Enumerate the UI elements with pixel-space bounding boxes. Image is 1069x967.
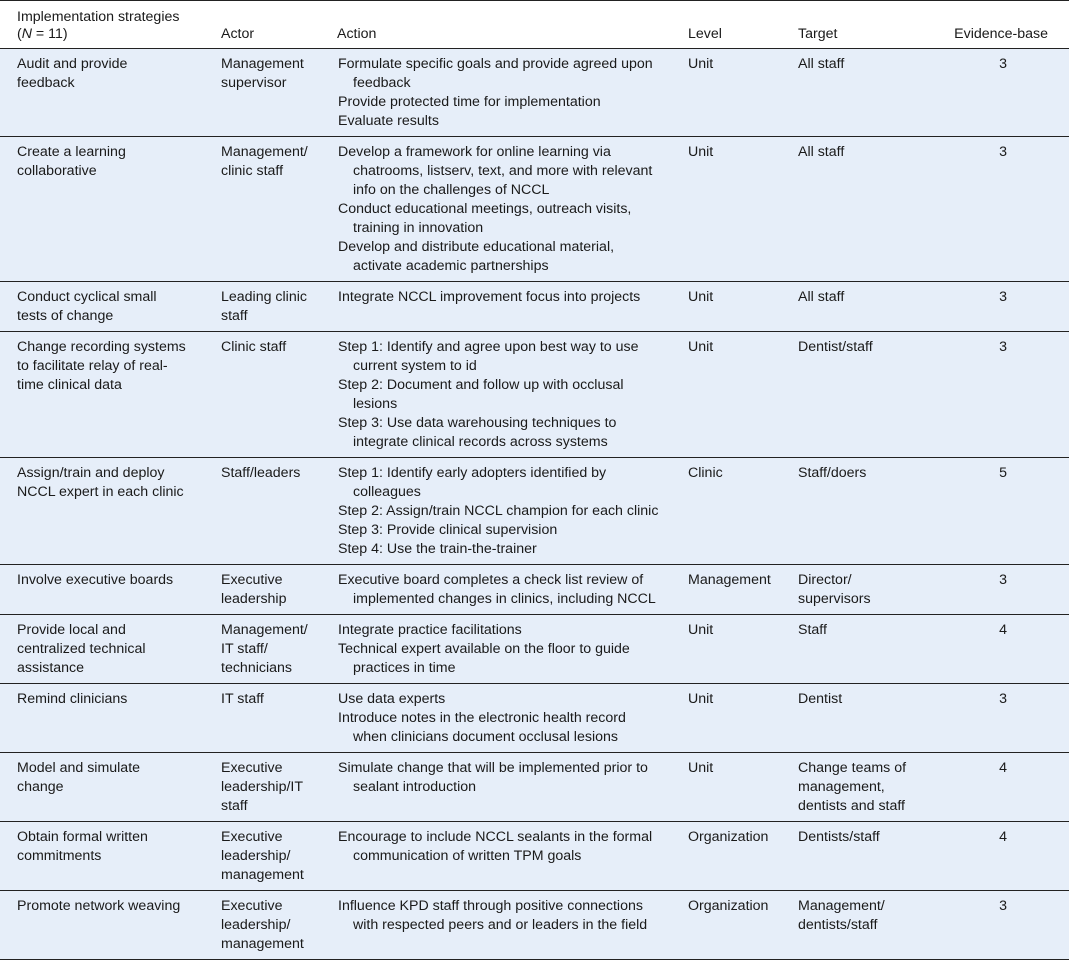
header-action: Action <box>321 1 671 49</box>
level-cell: Unit <box>671 137 781 282</box>
level-cell: Unit <box>671 753 781 822</box>
actor-text-line: supervisor <box>221 75 287 91</box>
strategy-text-line: assistance <box>17 660 85 676</box>
actor-cell <box>204 615 321 684</box>
action-item: Step 3: Use data warehousing techniques to integrate clinical records across systems <box>338 415 617 450</box>
action-item: Evaluate results <box>338 113 439 129</box>
actor-text-line: staff <box>221 798 248 814</box>
strategy-cell <box>0 458 204 565</box>
strategy-text-line: Provide local and <box>17 622 126 638</box>
actor-text-line: IT staff/ <box>221 641 268 657</box>
strategy-cell <box>0 137 204 282</box>
target-text-line: Staff/doers <box>798 465 867 481</box>
target-text-line: Change teams of <box>798 760 907 776</box>
action-item: Integrate practice facilitations <box>338 622 522 638</box>
strategy-text-line: Change recording systems <box>17 339 186 355</box>
action-cell <box>321 822 671 891</box>
level-cell: Unit <box>671 49 781 137</box>
target-cell <box>781 332 931 458</box>
header-actor: Actor <box>204 1 321 49</box>
level-cell: Unit <box>671 615 781 684</box>
header-target: Target <box>781 1 931 49</box>
level-cell: Unit <box>671 332 781 458</box>
actor-cell <box>204 458 321 565</box>
actor-cell <box>204 684 321 753</box>
table-row <box>0 684 1069 753</box>
strategy-text-line: change <box>17 779 64 795</box>
action-item: Step 3: Provide clinical supervision <box>338 522 558 538</box>
table-row <box>0 282 1069 332</box>
header-strategies-line2 <box>17 26 196 43</box>
strategy-text-line: to facilitate relay of real- <box>17 358 168 374</box>
level-cell: Organization <box>671 822 781 891</box>
actor-text-line: clinic staff <box>221 163 284 179</box>
strategy-cell <box>0 565 204 615</box>
target-cell <box>781 49 931 137</box>
actor-text-line: leadership/IT <box>221 779 304 795</box>
target-text-line: supervisors <box>798 591 871 607</box>
evidence-cell: 4 <box>931 753 1069 822</box>
level-cell: Clinic <box>671 458 781 565</box>
table-row <box>0 615 1069 684</box>
table-header <box>0 1 1069 49</box>
action-item: Executive board completes a check list review of implemented changes in clinics, including NCCL <box>338 572 656 607</box>
evidence-cell: 3 <box>931 49 1069 137</box>
action-item: Simulate change that will be implemented prior to sealant introduction <box>338 760 648 795</box>
strategy-cell <box>0 822 204 891</box>
strategy-text-line: Audit and provide <box>17 56 128 72</box>
action-cell <box>321 891 671 960</box>
target-text-line: Dentist/staff <box>798 339 873 355</box>
action-item: Influence KPD staff through positive connections with respected peers and or leaders in the field <box>338 898 648 933</box>
target-cell <box>781 822 931 891</box>
action-item: Formulate specific goals and provide agreed upon feedback <box>338 56 653 91</box>
strategy-text-line: NCCL expert in each clinic <box>17 484 184 500</box>
strategy-text-line: Obtain formal written <box>17 829 148 845</box>
target-cell <box>781 137 931 282</box>
actor-text-line: Executive <box>221 829 283 845</box>
header-level: Level <box>671 1 781 49</box>
action-item: Introduce notes in the electronic health record when clinicians document occlusal lesions <box>338 710 626 745</box>
action-item: Develop and distribute educational material, activate academic partnerships <box>338 239 615 274</box>
strategy-cell <box>0 615 204 684</box>
table-row <box>0 891 1069 960</box>
actor-text-line: leadership <box>221 591 287 607</box>
strategy-text-line: centralized technical <box>17 641 146 657</box>
action-item: Provide protected time for implementation <box>338 94 601 110</box>
action-cell <box>321 684 671 753</box>
evidence-cell: 3 <box>931 891 1069 960</box>
strategy-text-line: Create a learning <box>17 144 126 160</box>
strategy-cell <box>0 753 204 822</box>
target-cell <box>781 615 931 684</box>
action-cell <box>321 753 671 822</box>
actor-cell <box>204 282 321 332</box>
table-row <box>0 49 1069 137</box>
strategy-text-line: collaborative <box>17 163 97 179</box>
target-text-line: All staff <box>798 289 845 305</box>
target-text-line: dentists/staff <box>798 917 878 933</box>
table-row <box>0 458 1069 565</box>
strategy-text-line: commitments <box>17 848 102 864</box>
target-cell <box>781 684 931 753</box>
action-cell <box>321 615 671 684</box>
action-item: Technical expert available on the floor to guide practices in time <box>338 641 630 676</box>
actor-cell <box>204 49 321 137</box>
actor-text-line: staff <box>221 308 248 324</box>
strategy-text-line: Involve executive boards <box>17 572 174 588</box>
strategy-text-line: feedback <box>17 75 75 91</box>
actor-text-line: Management/ <box>221 144 308 160</box>
header-evidence: Evidence-base <box>931 1 1069 49</box>
target-text-line: management, <box>798 779 885 795</box>
evidence-cell: 4 <box>931 615 1069 684</box>
action-item: Integrate NCCL improvement focus into projects <box>338 289 641 305</box>
actor-cell <box>204 891 321 960</box>
header-strategies-paren: ( <box>17 26 22 42</box>
actor-cell <box>204 565 321 615</box>
strategy-cell <box>0 684 204 753</box>
action-cell <box>321 458 671 565</box>
header-strategies-n: N <box>21 26 32 42</box>
actor-text-line: leadership/ <box>221 917 291 933</box>
actor-cell <box>204 332 321 458</box>
actor-text-line: Leading clinic <box>221 289 307 305</box>
action-cell <box>321 565 671 615</box>
action-item: Conduct educational meetings, outreach visits, training in innovation <box>338 201 632 236</box>
action-item: Use data experts <box>338 691 446 707</box>
action-item: Step 4: Use the train-the-trainer <box>338 541 537 557</box>
evidence-cell: 3 <box>931 565 1069 615</box>
actor-text-line: Clinic staff <box>221 339 287 355</box>
action-item: Develop a framework for online learning via chatrooms, listserv, text, and more with relevant info on the challenges of NCCL <box>338 144 653 198</box>
action-item: Step 1: Identify early adopters identified by colleagues <box>338 465 607 500</box>
action-cell <box>321 49 671 137</box>
header-row <box>0 1 1069 49</box>
strategy-cell <box>0 49 204 137</box>
action-cell <box>321 137 671 282</box>
target-cell <box>781 458 931 565</box>
actor-text-line: IT staff <box>221 691 264 707</box>
evidence-cell: 3 <box>931 332 1069 458</box>
action-cell <box>321 282 671 332</box>
strategy-text-line: time clinical data <box>17 377 122 393</box>
level-cell: Management <box>671 565 781 615</box>
level-cell: Organization <box>671 891 781 960</box>
action-item: Step 1: Identify and agree upon best way to use current system to id <box>338 339 639 374</box>
action-item: Step 2: Assign/train NCCL champion for each clinic <box>338 503 659 519</box>
target-text-line: Staff <box>798 622 827 638</box>
actor-text-line: Executive <box>221 760 283 776</box>
actor-text-line: technicians <box>221 660 292 676</box>
table-row <box>0 753 1069 822</box>
target-text-line: Management/ <box>798 898 885 914</box>
target-text-line: Dentist <box>798 691 843 707</box>
target-text-line: All staff <box>798 56 845 72</box>
evidence-cell: 3 <box>931 684 1069 753</box>
actor-cell <box>204 753 321 822</box>
table-row <box>0 332 1069 458</box>
table-body <box>0 49 1069 960</box>
target-text-line: All staff <box>798 144 845 160</box>
actor-text-line: Executive <box>221 572 283 588</box>
level-cell: Unit <box>671 282 781 332</box>
strategy-text-line: Promote network weaving <box>17 898 181 914</box>
evidence-cell: 5 <box>931 458 1069 565</box>
action-item: Step 2: Document and follow up with occlusal lesions <box>338 377 624 412</box>
evidence-cell: 4 <box>931 822 1069 891</box>
target-text-line: Director/ <box>798 572 852 588</box>
evidence-cell: 3 <box>931 137 1069 282</box>
strategy-text-line: Conduct cyclical small <box>17 289 157 305</box>
target-cell <box>781 753 931 822</box>
actor-text-line: Management <box>221 56 304 72</box>
target-cell <box>781 891 931 960</box>
actor-text-line: management <box>221 867 304 883</box>
target-text-line: dentists and staff <box>798 798 906 814</box>
strategy-text-line: Assign/train and deploy <box>17 465 165 481</box>
table-row <box>0 822 1069 891</box>
strategy-cell <box>0 282 204 332</box>
target-text-line: Dentists/staff <box>798 829 880 845</box>
action-item: Encourage to include NCCL sealants in the formal communication of written TPM goals <box>338 829 653 864</box>
actor-cell <box>204 822 321 891</box>
action-cell <box>321 332 671 458</box>
actor-text-line: leadership/ <box>221 848 291 864</box>
strategy-text-line: tests of change <box>17 308 114 324</box>
evidence-cell: 3 <box>931 282 1069 332</box>
actor-text-line: Management/ <box>221 622 308 638</box>
table-row <box>0 565 1069 615</box>
target-cell <box>781 282 931 332</box>
strategy-cell <box>0 332 204 458</box>
actor-text-line: management <box>221 936 304 952</box>
strategy-cell <box>0 891 204 960</box>
strategy-text-line: Remind clinicians <box>17 691 128 707</box>
table-row <box>0 137 1069 282</box>
strategy-text-line: Model and simulate <box>17 760 141 776</box>
level-cell: Unit <box>671 684 781 753</box>
actor-text-line: Executive <box>221 898 283 914</box>
header-strategies-count: = 11) <box>31 26 68 42</box>
header-strategies <box>0 1 204 49</box>
actor-text-line: Staff/leaders <box>221 465 301 481</box>
target-cell <box>781 565 931 615</box>
header-strategies-line1: Implementation strategies <box>17 9 180 25</box>
actor-cell <box>204 137 321 282</box>
